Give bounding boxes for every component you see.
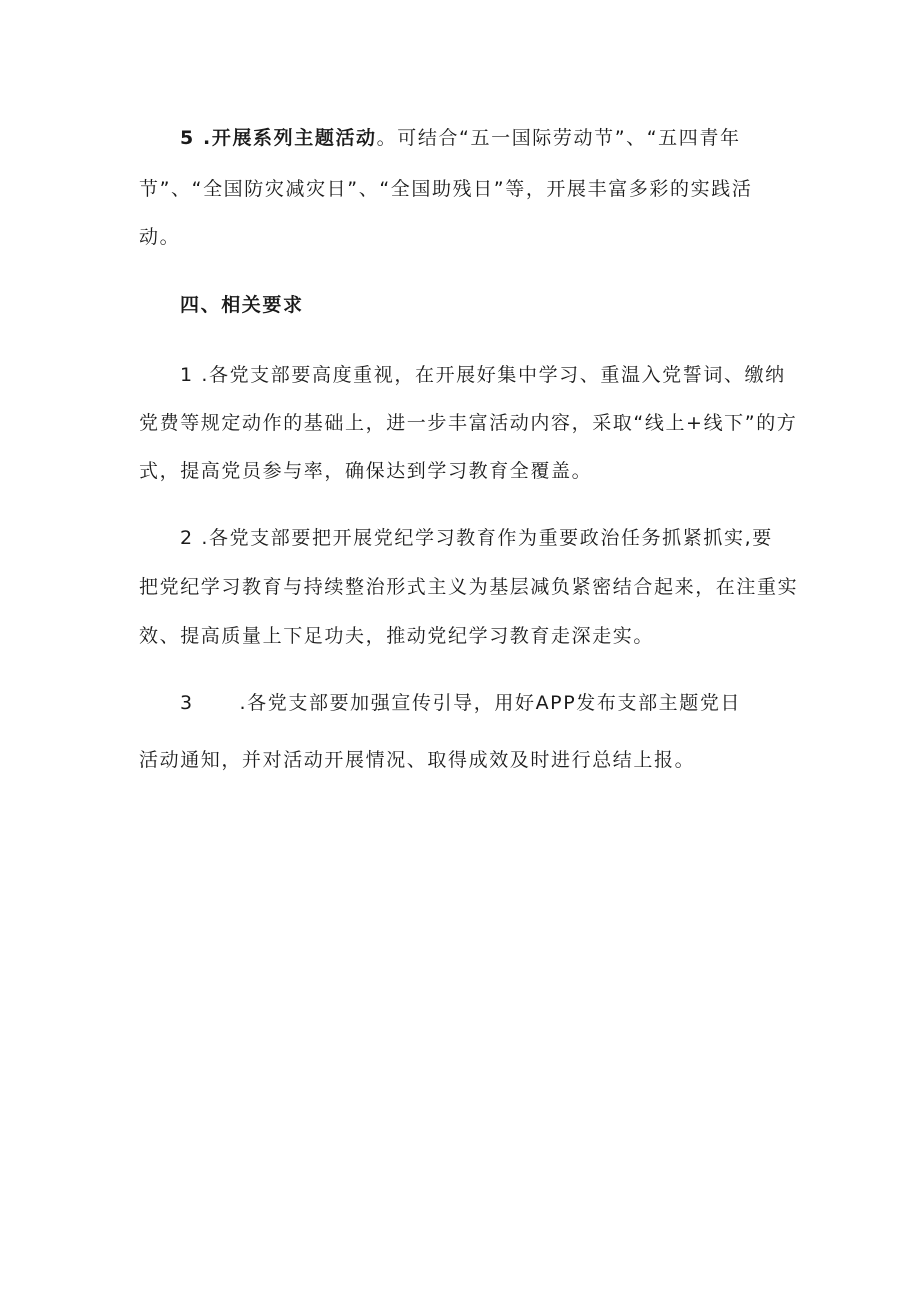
section-4-heading: 四、相关要求 bbox=[180, 294, 304, 316]
req-3-line-1: 3 .各党支部要加强宣传引导，用好APP发布支部主题党日 bbox=[180, 692, 742, 714]
req-2-line-1: 2 .各党支部要把开展党纪学习教育作为重要政治任务抓紧抓实,要 bbox=[180, 527, 773, 549]
item-5-lead: 5 .开展系列主题活动 bbox=[180, 127, 377, 149]
item-5-line-3: 动。 bbox=[139, 226, 181, 248]
req-1-line-3: 式，提高党员参与率，确保达到学习教育全覆盖。 bbox=[139, 460, 593, 482]
req-2-line-3: 效、提高质量上下足功夫，推动党纪学习教育走深走实。 bbox=[139, 625, 655, 647]
item-5-line-1-rest: 。可结合“五一国际劳动节”、“五四青年 bbox=[376, 127, 741, 149]
item-5-line-2: 节”、“全国防灾减灾日”、“全国助残日”等，开展丰富多彩的实践活 bbox=[139, 178, 753, 200]
req-2-line-2: 把党纪学习教育与持续整治形式主义为基层减负紧密结合起来，在注重实 bbox=[139, 576, 799, 598]
item-5-line-1 bbox=[180, 126, 741, 150]
req-3-line-2: 活动通知，并对活动开展情况、取得成效及时进行总结上报。 bbox=[139, 749, 696, 771]
req-1-line-1: 1 .各党支部要高度重视，在开展好集中学习、重温入党誓词、缴纳 bbox=[180, 364, 786, 386]
req-1-line-2: 党费等规定动作的基础上，进一步丰富活动内容，采取“线上+线下”的方 bbox=[139, 412, 798, 434]
